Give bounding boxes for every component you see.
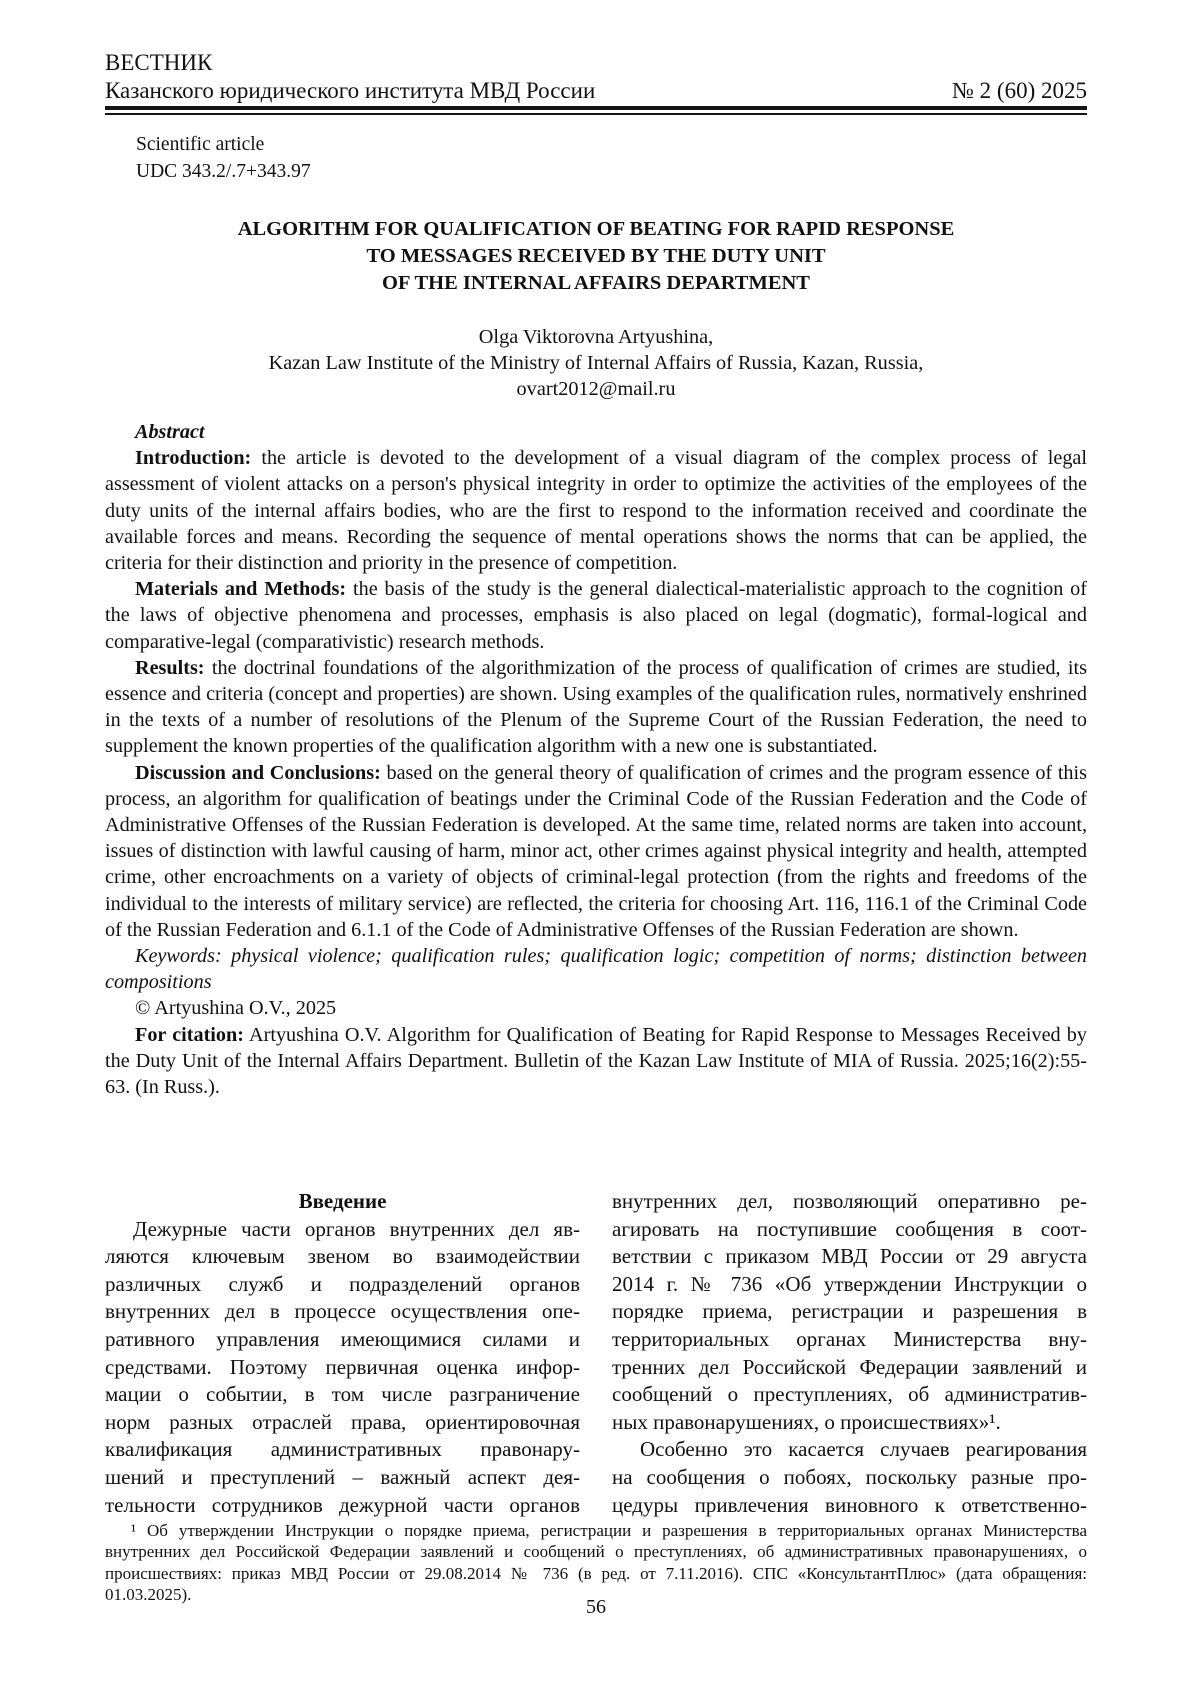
abstract-paragraph [105, 760, 1087, 943]
body-columns [105, 1188, 1087, 1519]
abstract-heading: Abstract [135, 421, 205, 443]
text-line: ных правонарушениях, о происшествиях»¹. [612, 1409, 1001, 1434]
text-line: различных служб и подразделений органов [105, 1271, 580, 1296]
abstract-block [105, 419, 1087, 1100]
abstract-paragraphs [105, 445, 1087, 1100]
article-udc: UDC 343.2/.7+343.97 [136, 160, 311, 182]
paragraph-label: Results: [135, 656, 205, 679]
text-line: Дежурные части органов внутренних дел яв- [133, 1216, 580, 1241]
text-line: порядке приема, регистрации и разрешения в [612, 1299, 1087, 1324]
text-line: сообщений о преступлениях, об административ- [612, 1382, 1087, 1407]
text-line: норм разных отраслей права, ориентировочная [105, 1409, 580, 1434]
paragraph-text: the basis of the study is the general dialectical-materialistic approach to the cognition of the laws of objective phenomena and processes, emphasis is also placed on legal (dogmatic), formal-logical and comparative-legal (comparativistic) research methods. [105, 578, 1088, 653]
text-line: тренних дел Российской Федерации заявлений и [612, 1354, 1087, 1379]
article-title [105, 216, 1087, 297]
author-email[interactable]: ovart2012@mail.ru [516, 378, 676, 400]
journal-header-row2 [105, 77, 1087, 105]
paragraph-text: Artyushina O.V. Algorithm for Qualification of Beating for Rapid Response to Messages Received by the Duty Unit of the Internal Affairs Department. Bulletin of the Kazan Law Institute of MIA of Russia. 2025;16(2):55-63. (In Russ.). [105, 1023, 1087, 1099]
paragraph-label: Introduction: [135, 447, 252, 470]
text-line: территориальных органах Министерства вну- [612, 1326, 1087, 1351]
paragraph-label: Materials and Methods: [135, 578, 347, 601]
abstract-paragraph [105, 943, 1087, 995]
abstract-paragraph [105, 1022, 1087, 1101]
text-line: на сообщения о побоях, поскольку разные про- [612, 1464, 1087, 1489]
article-title-line: OF THE INTERNAL AFFAIRS DEPARTMENT [382, 272, 810, 294]
text-line: ляются ключевым звеном во взаимодействии [105, 1244, 580, 1269]
article-title-line: TO MESSAGES RECEIVED BY THE DUTY UNIT [366, 245, 826, 267]
paragraph-label: For citation: [135, 1023, 244, 1046]
text-line: агировать на поступившие сообщения в соот- [612, 1216, 1087, 1241]
abstract-paragraph [105, 655, 1087, 760]
journal-header [105, 49, 1087, 105]
text-line: 2014 г. № 736 «Об утверждении Инструкции о [612, 1271, 1087, 1296]
text-line: цедуры привлечения виновного к ответственно- [612, 1492, 1087, 1517]
article-meta [105, 132, 1087, 185]
text-line: тельности сотрудников дежурной части органов [105, 1492, 580, 1517]
journal-name-line1: ВЕСТНИК [105, 50, 213, 75]
text-line: ветствии с приказом МВД России от 29 августа [612, 1244, 1087, 1269]
author-affiliation: Kazan Law Institute of the Ministry of Internal Affairs of Russia, Kazan, Russia, [268, 352, 924, 374]
text-line: квалификация административных правонару- [105, 1437, 580, 1462]
left-column [105, 1188, 580, 1519]
paragraph-text: the doctrinal foundations of the algorithmization of the process of qualification of crimes are studied, its essence and criteria (concept and properties) are shown. Using examples of the qualification rules, normatively enshrined in the texts of a number of resolutions of the Plenum of the Supreme Court of the Russian Federation, the need to supplement the known properties of the qualification algorithm with a new one is substantiated. [105, 656, 1087, 758]
journal-issue: № 2 (60) 2025 [951, 78, 1087, 103]
paragraph-text: © Artyushina O.V., 2025 [135, 997, 337, 1020]
footnote: ¹ Об утверждении Инструкции о порядке приема, регистрации и разрешения в территориальных органах Министерства внутренних дел Российской Федерации заявлений и сообщений о преступлениях, об административных правонарушениях, о происшествиях: приказ МВД России от 29.08.2014 № 736 (в ред. от 7.11.2016). СПС «КонсультантПлюс» (дата обращения: 01.03.2025). [105, 1521, 1087, 1604]
journal-name-line2: Казанского юридического института МВД России [105, 78, 596, 103]
text-line: Введение [298, 1189, 387, 1213]
text-line: внутренних дел в процессе осуществления опе- [105, 1299, 580, 1324]
right-column [612, 1188, 1087, 1519]
paragraph-text: based on the general theory of qualification of crimes and the program essence of this process, an algorithm for qualification of beatings under the Criminal Code of the Russian Federation and the Code of Administrative Offenses of the Russian Federation is developed. At the same time, related norms are taken into account, issues of distinction with lawful causing of harm, minor act, other crimes against physical integrity and health, attempted crime, other encroachments on a variety of objects of criminal-legal protection (from the rights and freedoms of the individual to the interests of military service) are reflected, the criteria for choosing Art. 116, 116.1 of the Criminal Code of the Russian Federation and 6.1.1 of the Code of Administrative Offenses of the Russian Federation are shown. [105, 761, 1087, 941]
author-block [105, 324, 1087, 402]
page-number: 56 [586, 1596, 606, 1618]
text-line: Особенно это касается случаев реагирования [640, 1437, 1087, 1462]
header-double-rule [105, 106, 1087, 115]
text-line: шений и преступлений – важный аспект дея- [105, 1464, 580, 1489]
abstract-paragraph [105, 576, 1087, 655]
text-line: внутренних дел, позволяющий оперативно ре- [612, 1189, 1087, 1213]
paragraph-label: Discussion and Conclusions: [135, 761, 381, 784]
article-type-label: Scientific article [136, 134, 265, 155]
author-name: Olga Viktorovna Artyushina, [478, 326, 714, 348]
text-line: средствами. Поэтому первичная оценка инфор- [105, 1354, 580, 1379]
paragraph-text: Keywords: physical violence; qualification rules; qualification logic; competition of norms; distinction between compositions [105, 945, 1087, 994]
paragraph-text: the article is devoted to the development of a visual diagram of the complex process of legal assessment of violent attacks on a person's physical integrity in order to optimize the activities of the employees of the duty units of the internal affairs bodies, who are the first to respond to the information received and coordinate the available forces and means. Recording the sequence of mental operations shows the norms that can be applied, the criteria for their distinction and priority in the presence of competition. [105, 447, 1087, 575]
abstract-paragraph [105, 445, 1087, 576]
text-line: мации о событии, в том числе разграничение [105, 1382, 580, 1407]
article-title-line: ALGORITHM FOR QUALIFICATION OF BEATING FOR RAPID RESPONSE [237, 218, 955, 240]
abstract-paragraph [105, 995, 1087, 1021]
text-line: ративного управления имеющимися силами и [105, 1326, 580, 1351]
